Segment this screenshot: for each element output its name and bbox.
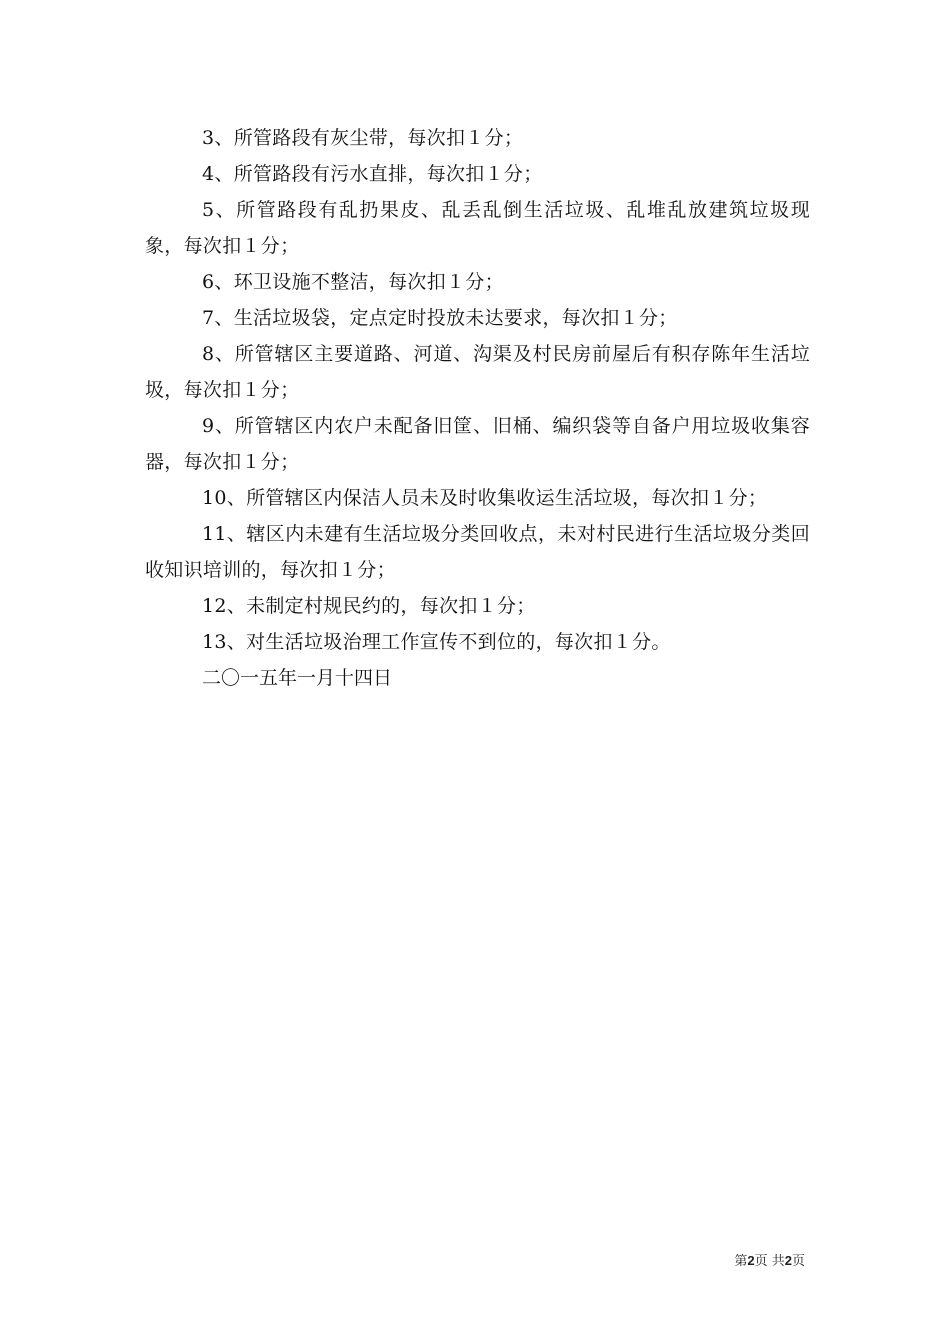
rule-item-7: 7、生活垃圾袋，定点定时投放未达要求，每次扣１分； (202, 307, 678, 329)
page-number-footer (734, 1250, 805, 1269)
rule-item-8: 8、所管辖区主要道路、河道、沟渠及村民房前屋后有积存陈年生活垃圾，每次扣１分； (145, 343, 810, 401)
rule-item-3: 3、所管路段有灰尘带，每次扣１分； (202, 127, 524, 149)
footer-prefix: 第 (734, 1254, 748, 1269)
document-date: 二〇一五年一月十四日 (202, 667, 393, 689)
rule-item-5: 5、所管路段有乱扔果皮、乱丢乱倒生活垃圾、乱堆乱放建筑垃圾现象，每次扣１分； (145, 199, 810, 257)
rule-item-9: 9、所管辖区内农户未配备旧筐、旧桶、编织袋等自备户用垃圾收集容器，每次扣１分； (145, 415, 810, 473)
rule-item-4: 4、所管路段有污水直排，每次扣１分； (202, 163, 543, 185)
document-body (145, 120, 810, 696)
footer-total-pages: 2 (784, 1253, 792, 1268)
rule-item-12: 12、未制定村规民约的，每次扣１分； (202, 595, 536, 617)
footer-current-page: 2 (747, 1253, 755, 1268)
rule-item-11: 11、辖区内未建有生活垃圾分类回收点，未对村民进行生活垃圾分类回收知识培训的，每次扣１分； (145, 523, 810, 581)
rule-item-13: 13、对生活垃圾治理工作宣传不到位的，每次扣１分。 (202, 631, 671, 653)
footer-middle: 页 共 (754, 1254, 785, 1269)
rule-item-6: 6、环卫设施不整洁，每次扣１分； (202, 271, 504, 293)
footer-suffix: 页 (791, 1254, 805, 1269)
rule-item-10: 10、所管辖区内保洁人员未及时收集收运生活垃圾，每次扣１分； (202, 487, 768, 509)
